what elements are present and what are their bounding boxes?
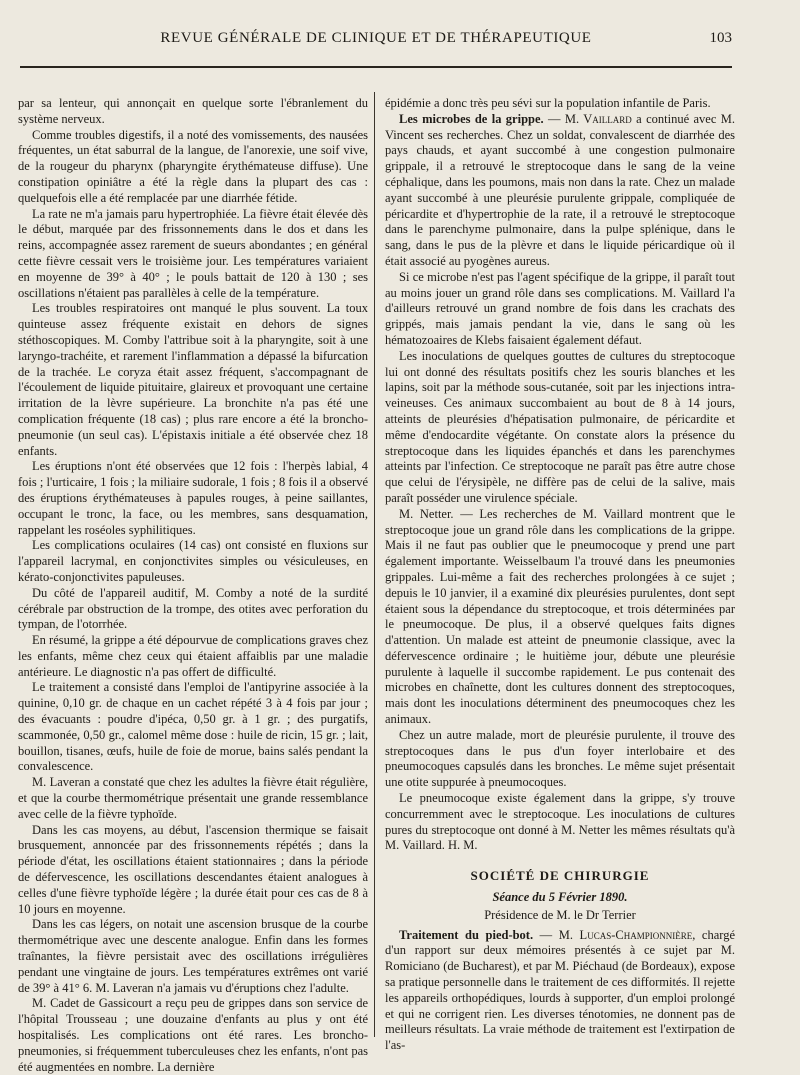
header-rule: [20, 66, 732, 68]
paragraph: Chez un autre malade, mort de pleurésie purulente, il trouve des streptocoques dans le pus d'un foyer interlobaire et des pneumocoques capsulés dans les bronches. Le même sujet présentait une otite suppurée à pneumocoques.: [385, 727, 735, 790]
paragraph: Si ce microbe n'est pas l'agent spécifique de la grippe, il paraît tout au moins jouer un grand rôle dans ses complications. M. Vaillard l'a d'ailleurs retrouvé un grand nombre de fois dans les crachats des grippés, mais jamais pendant la vie, dans le sang où les hématozoaires de Klebs faisaient également défaut.: [385, 269, 735, 347]
author-name: M. Vaillard: [564, 111, 632, 126]
paragraph: Les éruptions n'ont été observées que 12 fois : l'herpès labial, 4 fois ; l'urticaire, 1 fois ; la miliaire sudorale, 1 fois ; 8 fois il a observé des éruptions érythémateuses à papules rouges, à peine saillantes, occupant le tronc, la face, ou les membres, sans desquamation, rappelant les roséoles syphilitiques.: [18, 459, 368, 537]
section-title: Les microbes de la grippe.: [399, 111, 544, 126]
section-paragraph-pied-bot: Traitement du pied-bot. — M. Lucas-Championnière, chargé d'un rapport sur deux mémoires présentés à ce sujet par M. Romiciano (de Bucharest), et par M. Piéchaud (de Bordeaux), expose sa pratique personnelle dans le traitement de ces difformités. Il rejette les appareils orthopédiques, lourds à supporter, d'un emploi prolongé et qui ne corrigent rien. Les diverses ténotomies, ne donnent pas de meilleurs résultats. La vraie méthode de traitement est l'extirpation de l'as-: [385, 927, 735, 1053]
left-column: [18, 96, 368, 1074]
paragraph: Dans les cas légers, on notait une ascension brusque de la courbe thermométrique avec une descente analogue. Enfin dans les formes traînantes, la fièvre persistait avec des oscillations irrégulières pendant une vingtaine de jours. Les températures extrêmes ont varié de 39° à 41° 6. M. Laveran n'a jamais vu d'éruptions chez l'adulte.: [18, 917, 368, 995]
paragraph: M. Laveran a constaté que chez les adultes la fièvre était régulière, et que la courbe thermométrique présentait une grande ressemblance avec celle de la fièvre typhoïde.: [18, 775, 368, 821]
paragraph: Le traitement a consisté dans l'emploi de l'antipyrine associée à la quinine, 0,10 gr. de chaque en un cachet répété 3 à 4 fois par jour ; des évacuants : poudre d'ipéca, 0,50 gr. à 1 gr. ; des purgatifs, scammonée, 0,50 gr., calomel même dose : huile de ricin, 15 gr. ; lait, bouillon, tisanes, œufs, huile de foie de morue, bains salés pendant la convalescence.: [18, 680, 368, 774]
paragraph: Le pneumocoque existe également dans la grippe, s'y trouve concurremment avec le streptocoque. Les inoculations de cultures pures du streptocoque ont donné à M. Netter les mêmes résultats qu'à M. Vaillard. H. M.: [385, 791, 735, 853]
paragraph: Les complications oculaires (14 cas) ont consisté en fluxions sur l'appareil lacrymal, en conjonctivites simples ou vésiculeuses, en kérato-conjonctivites papuleuses.: [18, 538, 368, 584]
section-title: Traitement du pied-bot.: [399, 927, 534, 942]
right-column: [385, 96, 735, 1053]
session-date: Séance du 5 Février 1890.: [492, 890, 628, 905]
society-heading: SOCIÉTÉ DE CHIRURGIE: [470, 868, 650, 884]
paragraph: Dans les cas moyens, au début, l'ascension thermique se faisait brusquement, annoncée par des frissonnements répétés ; dans la période d'état, les oscillations étaient stationnaires ; dans la période de défervescence, les oscillations descendantes étaient analogues à celles d'une fièvre typhoïde légère ; la durée était pour ces cas de 8 à 10 jours en moyenne.: [18, 822, 368, 916]
author-name: M. Lucas-Championnière: [558, 927, 693, 942]
paragraph-text: chargé d'un rapport sur deux mémoires présentés à ce sujet par M. Romiciano (de Bucharest), et par M. Piéchaud (de Bordeaux), expose sa pratique personnelle dans le traitement de ces difformités. Il rejette les appareils orthopédiques, lourds à supporter, d'un emploi prolongé et qui ne corrigent rien. Les diverses ténotomies, ne donnent pas de meilleurs résultats. La vraie méthode de traitement est l'extirpation de l'as-: [385, 927, 735, 1053]
presidency-line: Présidence de M. le Dr Terrier: [484, 907, 636, 922]
paragraph: En résumé, la grippe a été dépourvue de complications graves chez les enfants, même chez ceux qui étaient affaiblis par une maladie antérieure. Le diagnostic n'a pas offert de difficulté.: [18, 633, 368, 679]
paragraph: M. Cadet de Gassicourt a reçu peu de grippes dans son service de l'hôpital Trousseau ; une douzaine d'enfants au plus y ont été hospitalisés. Les complications ont été rares. Les broncho-pneumonies, si fréquemment tuberculeuses chez les enfants, n'ont pas été augmentées en nombre. La dernière: [18, 996, 368, 1074]
paragraph-text: a continué avec M. Vincent ses recherches. Chez un soldat, convalescent de diarrhée des pays chauds, et ayant succombé à une congestion pulmonaire grippale, il a retrouvé le streptocoque dans le sang de la veine céphalique, dans les poumons, mais non dans la rate. Chez un malade ayant succombé à une pleurésie purulente grippale, compliquée de péricardite et d'hypertrophie de la rate, il a retrouvé le streptocoque dans le parenchyme pulmonaire, dans la pulpe splénique, dans le sang, dans le pus de la plèvre et dans le liquide péricardique où il était associé au pyogènes aureus.: [385, 111, 735, 268]
paragraph: Comme troubles digestifs, il a noté des vomissements, des nausées fréquentes, un état saburral de la langue, de l'anorexie, une soif vive, de la rougeur du pharynx (pharyngite érythémateuse diffuse). Une constipation opiniâtre a été la règle dans la plupart des cas : quelquefois elle a été remplacée par une diarrhée fétide.: [18, 127, 368, 205]
paragraph: Du côté de l'appareil auditif, M. Comby a noté de la surdité cérébrale par obstruction de la trompe, des otites avec perforation du tympan, de l'otorrhée.: [18, 585, 368, 632]
paragraph: par sa lenteur, qui annonçait en quelque sorte l'ébranlement du système nerveux.: [18, 96, 368, 126]
paragraph: épidémie a donc très peu sévi sur la population infantile de Paris.: [385, 96, 711, 110]
paragraph: La rate ne m'a jamais paru hypertrophiée. La fièvre était élevée dès le début, marquée par des frissonnements dans le dos et dans les reins, accompagnée assez rarement de sueurs abondantes ; en général cette fièvre cessait vers le troisième jour. Les températures variaient en moyenne de 39° à 40° ; le pouls battait de 120 à 130 ; ses oscillations n'étaient pas parallèles à celle de la température.: [18, 206, 368, 300]
paragraph: Les inoculations de quelques gouttes de cultures du streptocoque lui ont donné des résultats positifs chez les souris blanches et les lapins, soit par la méthode sous-cutanée, soit par les injections intra-veineuses. Ces animaux succombaient au bout de 8 à 14 jours, atteints de pleurésies d'hépatisation pulmonaire, de péricardite et même d'endocardite végétante. On constate alors la présence du streptocoque dans les liquides épanchés et dans les parenchymes atteints par l'infection. Ce streptocoque ne paraît pas être autre chose que celui de l'érysipèle, ne diffère pas de celui de la salive, mais paraît posséder une virulence spéciale.: [385, 348, 735, 505]
paragraph: Les troubles respiratoires ont manqué le plus souvent. La toux quinteuse assez fréquente existait en dehors de signes stéthoscopiques. M. Comby l'attribue soit à la pharyngite, soit à une laryngo-trachéite, et rarement l'inflammation a dépassé la bifurcation de la trachée. Le coryza était assez fréquent, s'accompagnant de l'écoulement de liquide pituitaire, glaireux et provoquant une certaine irritation de la lèvre supérieure. La bronchite n'a pas été une complication fréquente (18 cas) ; plus rare encore a été la broncho-pneumonie (un seul cas). L'épistaxis initiale a été observée chez 18 enfants.: [18, 301, 368, 458]
page-number: 103: [709, 30, 732, 46]
page-header: [20, 30, 732, 54]
column-divider: [374, 92, 375, 1037]
running-title: REVUE GÉNÉRALE DE CLINIQUE ET DE THÉRAPEUTIQUE: [160, 30, 592, 46]
section-paragraph-microbes: Les microbes de la grippe. — M. Vaillard a continué avec M. Vincent ses recherches. Chez un soldat, convalescent de diarrhée des pays chauds, et ayant succombé à une congestion pulmonaire grippale, il a retrouvé le streptocoque dans le sang de la veine céphalique, dans les poumons, mais non dans la rate. Chez un malade ayant succombé à une pleurésie purulente grippale, compliquée de péricardite et d'hypertrophie de la rate, il a retrouvé le streptocoque dans le parenchyme pulmonaire, dans la pulpe splénique, dans le sang, dans le pus de la plèvre et dans le liquide péricardique où il était associé au pyogènes aureus.: [385, 111, 735, 268]
paragraph: M. Netter. — Les recherches de M. Vaillard montrent que le streptocoque joue un grand rôle dans les complications de la grippe. Mais il ne faut pas oublier que le pneumocoque y prend une part également importante. Weisselbaum l'a trouvé dans les pneumonies grippales. Lui-même a fait des recherches prolongées à ce sujet ; depuis le 10 janvier, il a examiné dix pleurésies purulentes, dont sept étaient sous la dépendance du streptocoque, et trois déterminées par le pneumocoque. De plus, il a observé quelques faits dignes d'attention. Un malade est atteint de pneumonie classique, avec la défervescence ordinaire ; le huitième jour, débute une pleurésie purulente à laquelle il succombe rapidement. Le pus contenait des microbes en chaînette, dont les cultures donnent des streptocoques, mais dont les inoculations déterminent des pneumocoques chez les animaux.: [385, 506, 735, 727]
